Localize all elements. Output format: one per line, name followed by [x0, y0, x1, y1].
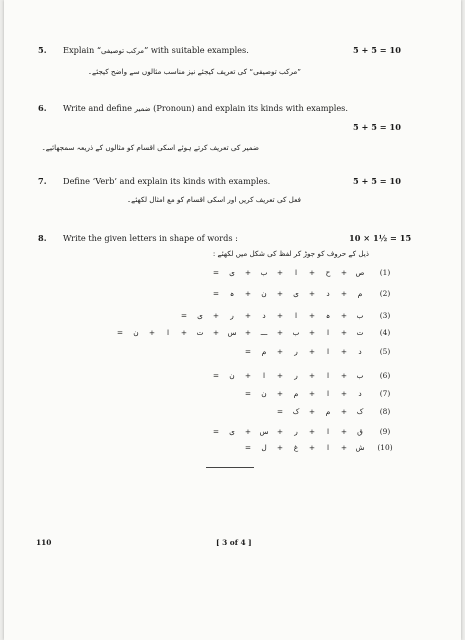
exercise-letter: ا [326, 347, 330, 356]
exercise-label: (1) [379, 268, 391, 277]
exercise-letter: ک [356, 407, 364, 416]
question-5-urdu: ”مرکب توصیفی“ کی تعریف کیجئے نیز مناسب مثالوں سے واضح کیجئے۔ [87, 67, 301, 76]
plus-sign: + [244, 328, 252, 337]
paper-code: 110 [36, 538, 52, 547]
exercise-letter: ح [325, 268, 331, 277]
question-5-urdu-term: مرکب توصیفی [101, 47, 145, 55]
exercise-label: (8) [379, 407, 391, 416]
exercise-letter: ا [294, 311, 298, 320]
plus-sign: + [308, 407, 316, 416]
exercise-letter: س [259, 427, 269, 436]
exercise-letter: ب [356, 311, 364, 320]
plus-sign: + [244, 311, 252, 320]
plus-sign: + [276, 443, 284, 452]
plus-sign: + [340, 407, 348, 416]
plus-sign: + [308, 371, 316, 380]
plus-sign: + [148, 328, 156, 337]
exercise-row [4, 328, 461, 339]
plus-sign: + [244, 268, 252, 277]
plus-sign: + [276, 427, 284, 436]
exercise-letter: ا [326, 371, 330, 380]
exercise-letter: ہ [229, 289, 235, 298]
plus-sign: + [340, 328, 348, 337]
plus-sign: + [340, 347, 348, 356]
exercise-letter: ر [230, 311, 234, 320]
plus-sign: + [340, 268, 348, 277]
exercise-letter: ب [260, 268, 268, 277]
exercise-label: (5) [379, 347, 391, 356]
equals-sign: = [212, 427, 220, 436]
equals-sign: = [244, 443, 252, 452]
page-indicator: [ 3 of 4 ] [216, 538, 252, 547]
plus-sign: + [308, 289, 316, 298]
exercise-letter: ن [133, 328, 139, 337]
exercise-letter: ق [357, 427, 363, 436]
question-5-text-suffix: ” with suitable examples. [144, 45, 249, 55]
plus-sign: + [308, 443, 316, 452]
exercise-letter: ا [262, 371, 266, 380]
exercise-row [4, 389, 461, 400]
equals-sign: = [212, 289, 220, 298]
question-7-urdu: فعل کی تعریف کریں اور اسکی اقسام کو مع امثال لکھئے۔ [126, 195, 301, 204]
plus-sign: + [180, 328, 188, 337]
plus-sign: + [308, 311, 316, 320]
exercise-letter: ب [292, 328, 300, 337]
exercise-row [4, 427, 461, 438]
exercise-row [4, 289, 461, 300]
exercise-letter: د [358, 389, 362, 398]
question-6-marks: 5 + 5 = 10 [353, 122, 401, 132]
exercise-letter: ل [261, 443, 267, 452]
exercise-label: (6) [379, 371, 391, 380]
exercise-letter: ش [355, 443, 365, 452]
exercise-letter: ت [196, 328, 204, 337]
plus-sign: + [244, 427, 252, 436]
exercise-letter: ن [229, 371, 235, 380]
question-8-text: Write the given letters in shape of words : [63, 233, 238, 243]
exercise-letter: د [358, 347, 362, 356]
plus-sign: + [212, 311, 220, 320]
equals-sign: = [276, 407, 284, 416]
plus-sign: + [308, 427, 316, 436]
exercise-letter: ن [261, 389, 267, 398]
exercise-row [4, 371, 461, 382]
question-6-text-suffix: (Pronoun) and explain its kinds with examples. [150, 103, 348, 113]
equals-sign: = [180, 311, 188, 320]
question-5-number: 5. [38, 45, 47, 55]
question-7-number: 7. [38, 176, 47, 186]
equals-sign: = [212, 268, 220, 277]
exercise-letter: ی [197, 311, 203, 320]
question-6-text-prefix: Write and define [63, 103, 135, 113]
plus-sign: + [244, 289, 252, 298]
exercise-letter: ر [294, 427, 298, 436]
exercise-letter: ی [229, 268, 235, 277]
exercise-letter: ا [326, 389, 330, 398]
plus-sign: + [340, 289, 348, 298]
question-8-urdu: ذیل کے حروف کو جوڑ کر لفظ کی شکل میں لکھئے : [212, 249, 369, 258]
exercise-label: (7) [379, 389, 391, 398]
exercise-letter: د [262, 311, 266, 320]
exercise-row [4, 268, 461, 279]
question-8-marks: 10 × 1½ = 15 [349, 233, 412, 243]
plus-sign: + [212, 328, 220, 337]
exercise-letter: س [227, 328, 237, 337]
exercise-letter: ی [229, 427, 235, 436]
equals-sign: = [116, 328, 124, 337]
plus-sign: + [340, 311, 348, 320]
plus-sign: + [276, 389, 284, 398]
exercise-letter: ی [293, 289, 299, 298]
exercise-row [4, 407, 461, 418]
exercise-letter: ا [166, 328, 170, 337]
question-6-text [63, 103, 348, 113]
plus-sign: + [276, 311, 284, 320]
exam-page [4, 0, 461, 640]
exercise-label: (3) [379, 311, 391, 320]
question-5-marks: 5 + 5 = 10 [353, 45, 401, 55]
plus-sign: + [244, 371, 252, 380]
exercise-label: (9) [379, 427, 391, 436]
plus-sign: + [308, 389, 316, 398]
exercise-letter: م [325, 407, 331, 416]
exercise-letter: ـــ [260, 328, 268, 337]
question-5-text [63, 45, 249, 55]
exercise-letter: ک [292, 407, 300, 416]
plus-sign: + [340, 443, 348, 452]
question-5-text-prefix: Explain “ [63, 45, 102, 55]
equals-sign: = [212, 371, 220, 380]
exercise-letter: ب [356, 371, 364, 380]
question-8-number: 8. [38, 233, 47, 243]
exercise-letter: ر [294, 347, 298, 356]
exercise-row [4, 443, 461, 454]
question-6-urdu-term: ضمیر [134, 105, 151, 113]
exercise-row [4, 311, 461, 322]
plus-sign: + [276, 289, 284, 298]
exercise-letter: ن [261, 289, 267, 298]
exercise-letter: ہ [325, 311, 331, 320]
question-7-marks: 5 + 5 = 10 [353, 176, 401, 186]
exercise-letter: م [293, 389, 299, 398]
question-6-number: 6. [38, 103, 47, 113]
plus-sign: + [276, 347, 284, 356]
exercise-letter: م [261, 347, 267, 356]
plus-sign: + [308, 268, 316, 277]
exercise-label: (4) [379, 328, 391, 337]
equals-sign: = [244, 389, 252, 398]
exercise-letter: د [326, 289, 330, 298]
exercise-letter: ا [326, 427, 330, 436]
plus-sign: + [276, 328, 284, 337]
plus-sign: + [276, 268, 284, 277]
exercise-letter: ا [326, 443, 330, 452]
question-6-urdu: ضمیر کی تعریف کرتے ہوئے اسکی اقسام کو مثالوں کے ذریعہ سمجھائیے۔ [41, 143, 259, 152]
exercise-label: (2) [379, 289, 391, 298]
plus-sign: + [308, 347, 316, 356]
equals-sign: = [244, 347, 252, 356]
exercise-letter: ا [294, 268, 298, 277]
exercise-letter: ر [294, 371, 298, 380]
exercise-letter: ص [355, 268, 365, 277]
end-rule [206, 467, 254, 468]
plus-sign: + [340, 427, 348, 436]
exercise-letter: ت [356, 328, 364, 337]
exercise-letter: م [357, 289, 363, 298]
exercise-label: (10) [377, 443, 393, 452]
plus-sign: + [340, 389, 348, 398]
plus-sign: + [308, 328, 316, 337]
exercise-letter: ا [326, 328, 330, 337]
question-7-text: Define ‘Verb’ and explain its kinds with examples. [63, 176, 271, 186]
exercise-letter: غ [293, 443, 299, 452]
plus-sign: + [340, 371, 348, 380]
exercise-row [4, 347, 461, 358]
plus-sign: + [276, 371, 284, 380]
